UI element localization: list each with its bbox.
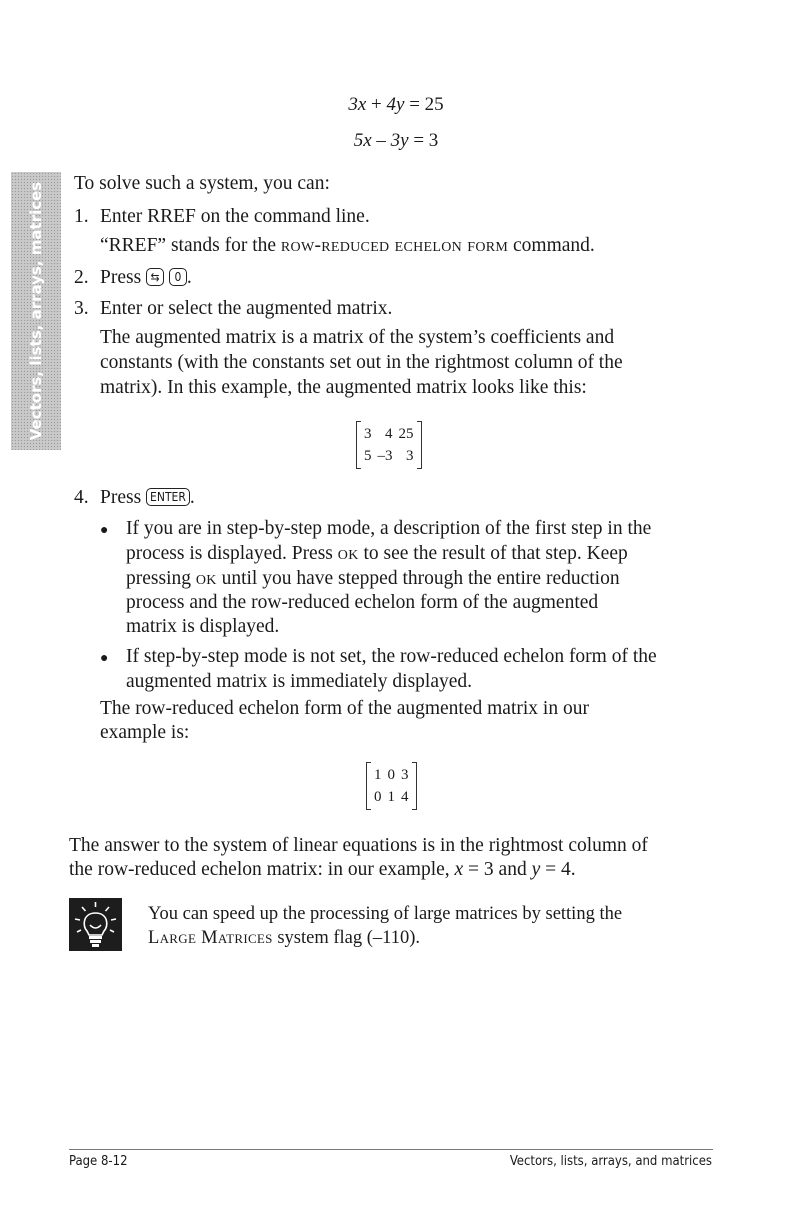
enter-key-icon: ENTER — [146, 488, 190, 506]
step-3: 3. Enter or select the augmented matrix. — [74, 298, 393, 319]
equation-1: 3x + 4y = 25 — [348, 94, 444, 115]
step-3-note-line-3: matrix). In this example, the augmented matrix looks like this: — [100, 377, 587, 398]
bullet-icon: ● — [100, 523, 109, 538]
tip-line-2: Large Matrices system flag (–110). — [148, 928, 420, 948]
zero-key-icon: 0 — [169, 268, 187, 286]
step-3-note-line-1: The augmented matrix is a matrix of the system’s coefficients and — [100, 327, 615, 348]
step-2: 2. Press ⇆ 0 . — [74, 267, 192, 288]
bullet-1-line-1: ● If you are in step-by-step mode, a description of the first step in the — [100, 517, 651, 543]
answer-line-2: the row-reduced echelon matrix: in our example, x = 3 and y = 4. — [69, 859, 576, 880]
step-3-note-line-2: constants (with the constants set out in the rightmost column of the — [100, 352, 623, 373]
bullet-2-line-1: ● If step-by-step mode is not set, the row-reduced echelon form of the — [100, 645, 657, 671]
footer-divider — [69, 1149, 713, 1150]
page-number: Page 8-12 — [69, 1154, 128, 1169]
reduced-matrix: 1 0 3 0 1 4 — [366, 762, 417, 810]
lightbulb-icon — [69, 898, 122, 951]
bullet-1-line-4: process and the row-reduced echelon form of the augmented — [126, 592, 599, 613]
answer-line-1: The answer to the system of linear equations is in the rightmost column of — [69, 835, 648, 856]
intro-text: To solve such a system, you can: — [74, 173, 330, 194]
step-1: 1. Enter RREF on the command line. — [74, 206, 370, 227]
bullet-1-line-5: matrix is displayed. — [126, 616, 280, 637]
bullet-2-line-2: augmented matrix is immediately displayed. — [126, 671, 473, 692]
chapter-title: Vectors, lists, arrays, and matrices — [509, 1154, 712, 1169]
result-text-line-2: example is: — [100, 722, 190, 743]
equation-2: 5x – 3y = 3 — [353, 130, 439, 151]
chapter-tab — [11, 172, 61, 450]
chapter-tab-label: Vectors, lists, arrays, matrices — [27, 181, 45, 441]
bullet-1-line-2: process is displayed. Press ok to see the result of that step. Keep — [126, 543, 628, 564]
augmented-matrix: 3 4 25 5 –3 3 — [356, 421, 422, 469]
result-text-line-1: The row-reduced echelon form of the augmented matrix in our — [100, 698, 589, 719]
step-1-note: “RREF” stands for the row-reduced echelon form command. — [100, 235, 595, 256]
tip-line-1: You can speed up the processing of large matrices by setting the — [148, 904, 623, 924]
bullet-1-line-3: pressing ok until you have stepped through the entire reduction — [126, 568, 620, 589]
shift-key-icon: ⇆ — [146, 268, 164, 286]
bullet-icon: ● — [100, 651, 109, 666]
step-4: 4. Press ENTER . — [74, 487, 195, 508]
